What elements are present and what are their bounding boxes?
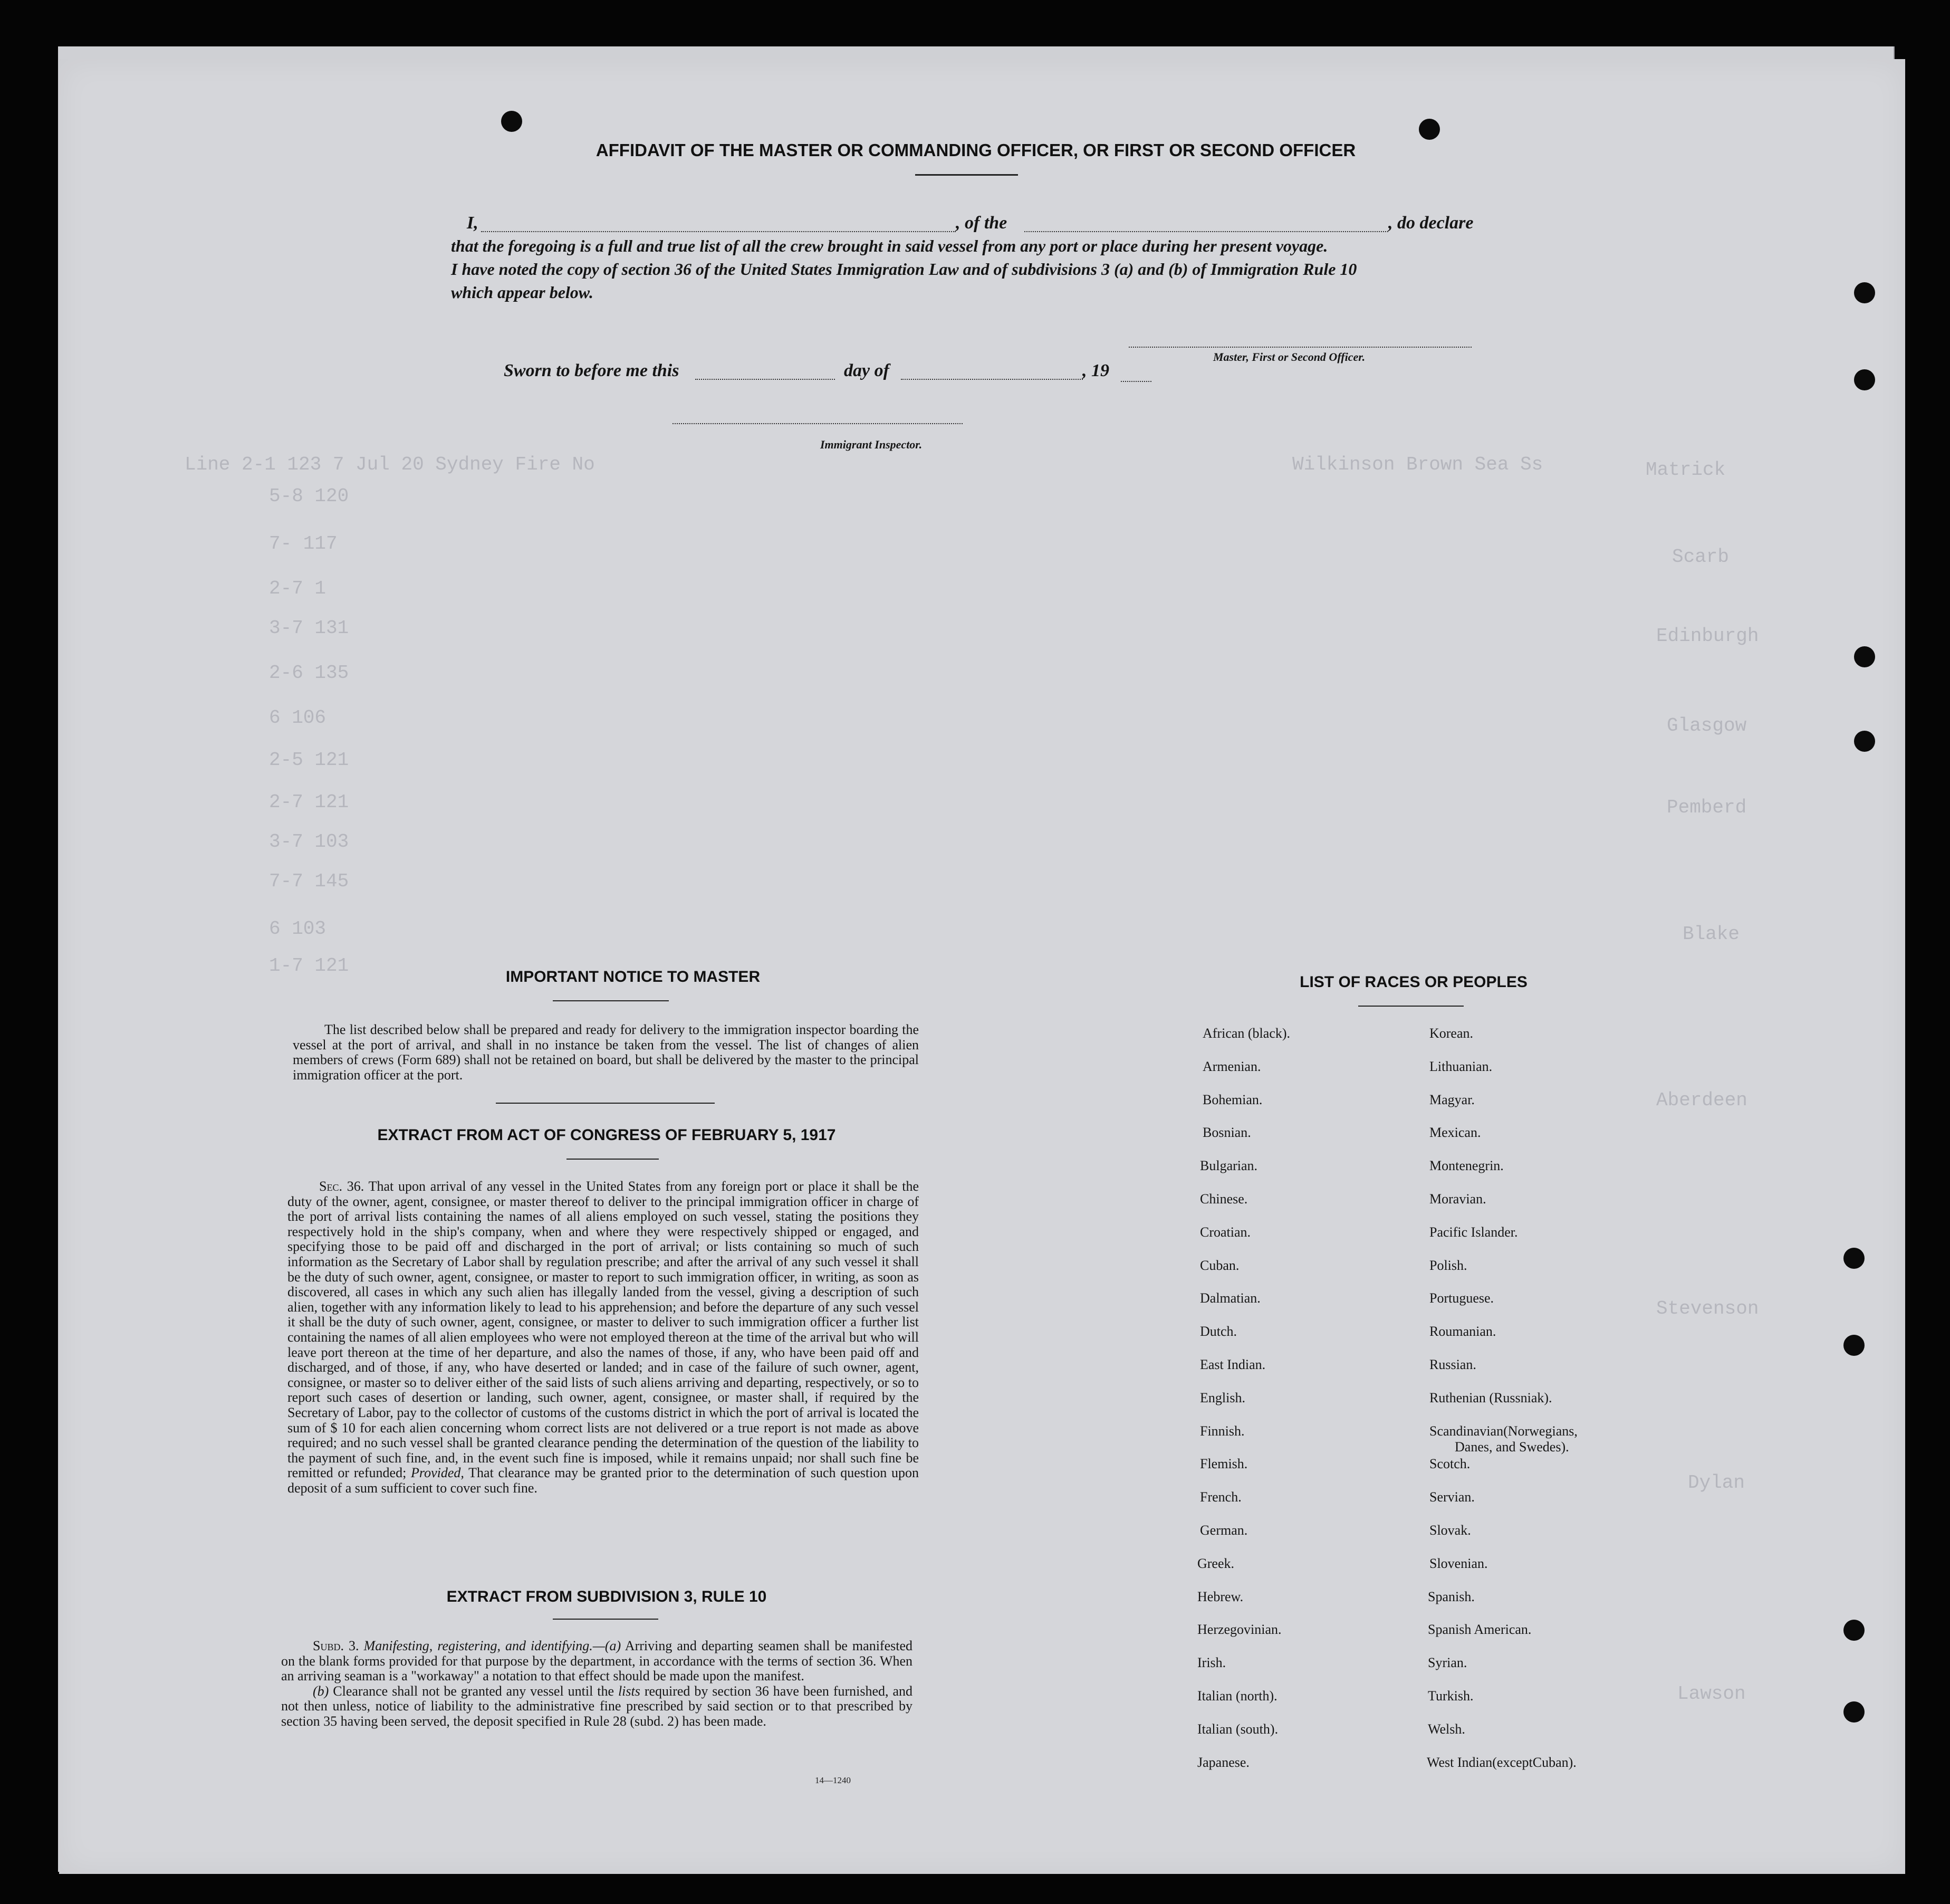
affidavit-line-4: which appear below.	[451, 283, 593, 302]
race-item: Cuban.	[1200, 1257, 1240, 1273]
races-list-right	[1429, 1026, 1578, 1788]
races-title-underline	[1358, 1006, 1464, 1007]
inspector-signature-field[interactable]	[673, 423, 963, 424]
subd-b-text-2: required by section 36 have been furnished, and not then unless, notice of liability to the administrative fine prescribed by said section or to that prescribed by section 35 having been served, the deposit specified in Rule 28 (subd. 2) has been made.	[281, 1683, 913, 1729]
affidavit-of-the-label: , of the	[956, 213, 1007, 233]
race-item: Pacific Islander.	[1429, 1224, 1518, 1240]
bleed-through-row: 2-7 1	[269, 578, 326, 599]
subd-b-label: (b)	[313, 1683, 329, 1699]
notice-title-underline	[553, 1000, 669, 1001]
punch-hole	[1843, 1335, 1865, 1356]
race-item: Scandinavian(Norwegians,	[1429, 1423, 1578, 1439]
section-label: Sec. 36.	[319, 1179, 364, 1194]
race-item: Magyar.	[1429, 1092, 1475, 1107]
race-item: Turkish.	[1428, 1688, 1474, 1704]
race-item: Italian (north).	[1197, 1688, 1277, 1704]
race-item: Russian.	[1429, 1356, 1476, 1372]
punch-hole	[1843, 1701, 1865, 1723]
affidavit-i-label: I,	[467, 213, 478, 233]
bleed-through-row: 2-7 121	[269, 791, 349, 813]
race-item: German.	[1200, 1522, 1248, 1538]
race-item: Danes, and Swedes).	[1455, 1439, 1569, 1455]
subd-b-text-1: Clearance shall not be granted any vessel until the	[333, 1683, 614, 1699]
bleed-through-row: Line 2-1 123 7 Jul 20 Sydney Fire No	[185, 454, 595, 475]
sworn-label: Sworn to before me this	[504, 361, 679, 380]
vessel-name-field[interactable]	[1024, 231, 1388, 232]
subd-b-lists: lists	[618, 1683, 640, 1699]
affidavit-do-declare-label: , do declare	[1388, 213, 1474, 233]
form-number: 14—1240	[815, 1775, 851, 1785]
bleed-through-row: 1-7 121	[269, 955, 349, 977]
notice-title: IMPORTANT NOTICE TO MASTER	[505, 968, 761, 986]
master-name-field[interactable]	[481, 231, 956, 232]
punch-hole	[1419, 119, 1440, 140]
notice-divider	[496, 1103, 715, 1104]
punch-hole	[1854, 282, 1875, 303]
subd-a-text: Arriving and departing seamen shall be manifested on the blank forms provided for that purpose by the department, in accordance with the terms of section 36. When an arriving seaman is a "workaway" a notation to that effect should be made upon the manifest.	[281, 1638, 912, 1684]
bleed-through-row: 6 106	[269, 707, 326, 729]
race-item: Finnish.	[1200, 1423, 1245, 1439]
bleed-through-row: Scarb	[1672, 546, 1730, 568]
race-item: Italian (south).	[1197, 1721, 1279, 1737]
notice-text	[293, 1022, 919, 1083]
race-item: Bosnian.	[1203, 1125, 1251, 1141]
bleed-through-row: Stevenson	[1656, 1298, 1759, 1319]
race-item: Moravian.	[1429, 1191, 1486, 1207]
bleed-through-row: Aberdeen	[1656, 1089, 1747, 1111]
races-list-left	[1197, 1026, 1291, 1788]
affidavit-line-2: that the foregoing is a full and true list of all the crew brought in said vessel from any port or place during her present voyage.	[451, 236, 1328, 255]
race-item: Ruthenian (Russniak).	[1429, 1390, 1552, 1405]
provided-text: That clearance may be granted prior to the determination of such question upon deposit of a sum sufficient to cover such fine.	[287, 1465, 919, 1496]
punch-hole	[1854, 646, 1875, 667]
extract-rule-title-underline	[553, 1619, 658, 1620]
sworn-month-field[interactable]	[901, 379, 1083, 380]
master-signature-label: Master, First or Second Officer.	[1213, 350, 1366, 363]
race-item: Spanish American.	[1428, 1622, 1532, 1638]
punch-hole	[501, 111, 522, 132]
affidavit-line-3: I have noted the copy of section 36 of the United States Immigration Law and of subdivisions 3 (a) and (b) of Immigration Rule 10	[451, 260, 1357, 279]
race-item: African (black).	[1203, 1026, 1291, 1041]
race-item: Welsh.	[1428, 1721, 1465, 1737]
races-title: LIST OF RACES OR PEOPLES	[1300, 973, 1528, 991]
bleed-through-row: 5-8 120	[269, 485, 349, 507]
race-item: Hebrew.	[1197, 1589, 1244, 1604]
race-item: Syrian.	[1428, 1655, 1467, 1671]
extract-act-title: EXTRACT FROM ACT OF CONGRESS OF FEBRUARY 5, 1917	[377, 1126, 836, 1144]
extract-act-text	[287, 1179, 919, 1496]
race-item: Armenian.	[1203, 1058, 1261, 1074]
bleed-through-row: 7- 117	[269, 533, 338, 554]
bleed-through-row: Edinburgh	[1656, 625, 1759, 647]
bleed-through-row: Glasgow	[1667, 715, 1747, 736]
bleed-through-row: 6 103	[269, 918, 326, 940]
race-item: Mexican.	[1429, 1125, 1481, 1141]
race-item: English.	[1200, 1390, 1245, 1405]
bleed-through-row: 3-7 103	[269, 831, 349, 853]
bleed-through-row: Pemberd	[1667, 797, 1747, 818]
bleed-through-row: Lawson	[1677, 1683, 1746, 1705]
race-item: Dalmatian.	[1200, 1290, 1261, 1306]
bleed-through-row: 3-7 131	[269, 617, 349, 639]
affidavit-title: AFFIDAVIT OF THE MASTER OR COMMANDING OFFICER, OR FIRST OR SECOND OFFICER	[595, 140, 1356, 160]
race-item: Slovak.	[1429, 1522, 1471, 1538]
year-label: , 19	[1082, 361, 1109, 380]
bleed-through-row: Blake	[1683, 923, 1740, 945]
race-item: Bulgarian.	[1200, 1158, 1258, 1174]
race-item: Lithuanian.	[1429, 1058, 1493, 1074]
punch-hole	[1843, 1248, 1865, 1269]
race-item: Korean.	[1429, 1026, 1474, 1041]
race-item: East Indian.	[1200, 1356, 1266, 1372]
notice-paragraph: The list described below shall be prepared and ready for delivery to the immigration inspector boarding the vessel at the port of arrival, and shall in no instance be taken from the vessel. The list of changes of alien members of crews (Form 689) shall not be retained on board, but shall be delivered by the master to the principal immigration officer at the port.	[293, 1022, 919, 1083]
race-item: Spanish.	[1428, 1589, 1475, 1604]
inspector-label: Immigrant Inspector.	[820, 438, 923, 451]
bleed-through-row: 7-7 145	[269, 870, 349, 892]
bleed-through-row: Matrick	[1646, 459, 1726, 481]
race-item: Bohemian.	[1203, 1092, 1263, 1107]
race-item: West Indian(exceptCuban).	[1427, 1754, 1577, 1770]
race-item: Slovenian.	[1429, 1555, 1488, 1571]
punch-hole	[1843, 1620, 1865, 1641]
race-item: Montenegrin.	[1429, 1158, 1504, 1174]
race-item: Chinese.	[1200, 1191, 1248, 1207]
sworn-year-field[interactable]	[1121, 381, 1151, 382]
race-item: Polish.	[1429, 1257, 1467, 1273]
race-item: Flemish.	[1200, 1456, 1248, 1472]
punch-hole	[1854, 731, 1875, 752]
race-item: Irish.	[1197, 1655, 1226, 1671]
race-item: Croatian.	[1200, 1224, 1251, 1240]
race-item: Servian.	[1429, 1489, 1475, 1505]
subd-label: Subd. 3.	[313, 1638, 359, 1653]
extract-rule-title: EXTRACT FROM SUBDIVISION 3, RULE 10	[446, 1588, 767, 1605]
bleed-through-row: 2-6 135	[269, 662, 349, 684]
bleed-through-row: Wilkinson Brown Sea Ss	[1292, 454, 1543, 475]
affidavit-title-underline	[915, 174, 1018, 176]
race-item: Greek.	[1197, 1555, 1235, 1571]
bleed-through-row: 2-5 121	[269, 749, 349, 771]
race-item: French.	[1200, 1489, 1242, 1505]
race-item: Scotch.	[1429, 1456, 1471, 1472]
bleed-through-row: Dylan	[1688, 1472, 1745, 1494]
provided-label: Provided,	[411, 1465, 464, 1481]
sworn-day-field[interactable]	[695, 379, 835, 380]
race-item: Portuguese.	[1429, 1290, 1494, 1306]
race-item: Herzegovinian.	[1197, 1622, 1282, 1638]
extract-act-title-underline	[566, 1159, 659, 1160]
punch-hole	[1854, 369, 1875, 390]
race-item: Roumanian.	[1429, 1324, 1496, 1340]
subd-heading: Manifesting, registering, and identifying.—(a)	[363, 1638, 621, 1653]
day-of-label: day of	[844, 361, 889, 380]
race-item: Dutch.	[1200, 1324, 1237, 1340]
race-item: Japanese.	[1197, 1754, 1250, 1770]
section-36-text: That upon arrival of any vessel in the United States from any foreign port or place it shall be the duty of the owner, agent, consignee, or master thereof to deliver to the principal immigration officer in charge of the port of arrival lists containing the names of all aliens employed on such vessel, stating the positions they respectively hold in the ship's company, when and where they were respectively shipped or engaged, and specifying those to be paid off and discharged in the port of arrival; or lists containing so much of such information as the Secretary of Labor shall by regulation prescribe; and after the arrival of any such vessel it shall be the duty of such owner, agent, consignee, or master to report to such immigration officer, in writing, as soon as discovered, all cases in which any such alien has illegally landed from the vessel, giving a description of such alien, together with any information likely to lead to his apprehension; and before the departure of any such vessel it shall be the duty of such owner, agent, consignee, or master to deliver to such immigration officer a further list containing the names of all alien employees who were not employed thereon at the time of the arrival but who will leave port thereon at the time of her departure, and also the names of those, if any, who have been paid off and discharged, and of those, if any, who have deserted or landed; and in case of the failure of such owner, agent, consignee, or master so to deliver either of the said lists of such aliens arriving and departing, respectively, or so to report such cases of desertion or landing, such owner, agent, consignee, or master shall, if required by the Secretary of Labor, pay to the collector of customs of the customs district in which the port of arrival is located the sum of $ 10 for each alien concerning whom correct lists are not delivered or a true report is not made as above required; and no such vessel shall be granted clearance pending the determination of the question of the liability to the payment of such fine, and, in the event such fine is imposed, while it remains unpaid; nor shall such fine be remitted or refunded;	[287, 1179, 919, 1481]
extract-rule-text	[281, 1639, 912, 1729]
master-signature-field[interactable]	[1129, 347, 1472, 348]
